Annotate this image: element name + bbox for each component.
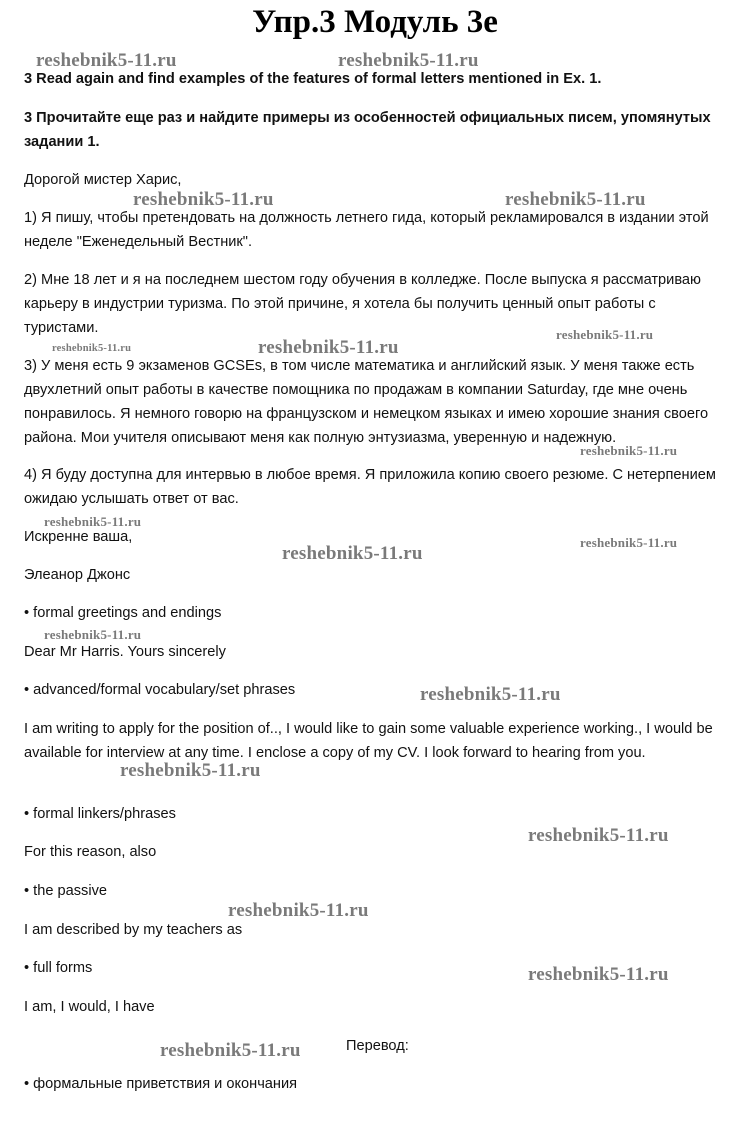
feature-example: I am writing to apply for the position of.., I would like to gain some valuable experience working., I would be available for interview at any time. I enclose a copy of my CV. I look forward to hearing from you.: [24, 721, 713, 761]
watermark: reshebnik5-11.ru: [36, 50, 177, 71]
watermark: reshebnik5-11.ru: [528, 825, 669, 846]
letter-paragraph-2: 2) Мне 18 лет и я на последнем шестом году обучения в колледже. После выпуска я рассматриваю карьеру в индустрии туризма. По этой причине, я хотела бы получить ценный опыт работы с туристами.: [24, 272, 701, 336]
translation-bullet: • формальные приветствия и окончания: [24, 1076, 298, 1092]
letter-greeting: Дорогой мистер Харис,: [24, 172, 182, 188]
feature-example: For this reason, also: [24, 844, 157, 860]
watermark: reshebnik5-11.ru: [580, 535, 678, 550]
watermark: reshebnik5-11.ru: [580, 443, 678, 458]
feature-bullet: • advanced/formal vocabulary/set phrases: [24, 682, 296, 698]
watermark: reshebnik5-11.ru: [44, 514, 142, 529]
watermark: reshebnik5-11.ru: [52, 343, 132, 354]
letter-closing: Искренне ваша,: [24, 529, 133, 545]
feature-bullet: • full forms: [24, 960, 93, 976]
watermark: reshebnik5-11.ru: [160, 1040, 301, 1061]
letter-signature: Элеанор Джонс: [24, 567, 131, 583]
watermark: reshebnik5-11.ru: [528, 964, 669, 985]
translation-label: Перевод:: [346, 1038, 409, 1054]
watermark: reshebnik5-11.ru: [228, 900, 369, 921]
task-russian: 3 Прочитайте еще раз и найдите примеры из особенностей официальных писем, упомянутых задании 1.: [24, 110, 711, 150]
feature-bullet: • formal linkers/phrases: [24, 806, 176, 822]
letter-paragraph-3: 3) У меня есть 9 экзаменов GCSEs, в том числе математика и английский язык. У меня также есть двухлетний опыт работы в качестве помощника по продажам в компании Saturday, где мне очень понравилось. Я немного говорю на французском и немецком языках и имею хорошие знания своего района. Мои учителя описывают меня как полную энтузиазма, уверенную и надежную.: [24, 358, 709, 446]
watermark: reshebnik5-11.ru: [556, 327, 654, 342]
letter-paragraph-4: 4) Я буду доступна для интервью в любое время. Я приложила копию своего резюме. С нетерпением ожидаю услышать ответ от вас.: [24, 467, 716, 507]
feature-example: I am described by my teachers as: [24, 922, 243, 938]
watermark: reshebnik5-11.ru: [258, 337, 399, 358]
watermark: reshebnik5-11.ru: [120, 760, 261, 781]
feature-bullet: • formal greetings and endings: [24, 605, 222, 621]
feature-bullet: • the passive: [24, 883, 107, 899]
watermark: reshebnik5-11.ru: [282, 543, 423, 564]
task-english: 3 Read again and find examples of the features of formal letters mentioned in Ex. 1.: [24, 71, 602, 87]
watermark: reshebnik5-11.ru: [44, 627, 142, 642]
watermark: reshebnik5-11.ru: [420, 684, 561, 705]
letter-paragraph-1: 1) Я пишу, чтобы претендовать на должность летнего гида, который рекламировался в издании этой неделе "Еженедельный Вестник".: [24, 210, 709, 250]
feature-example: I am, I would, I have: [24, 999, 155, 1015]
watermark: reshebnik5-11.ru: [338, 50, 479, 71]
feature-example: Dear Mr Harris. Yours sincerely: [24, 644, 226, 660]
watermark: reshebnik5-11.ru: [133, 189, 274, 210]
page-title: Упр.3 Модуль 3е: [252, 4, 498, 40]
watermark: reshebnik5-11.ru: [505, 189, 646, 210]
